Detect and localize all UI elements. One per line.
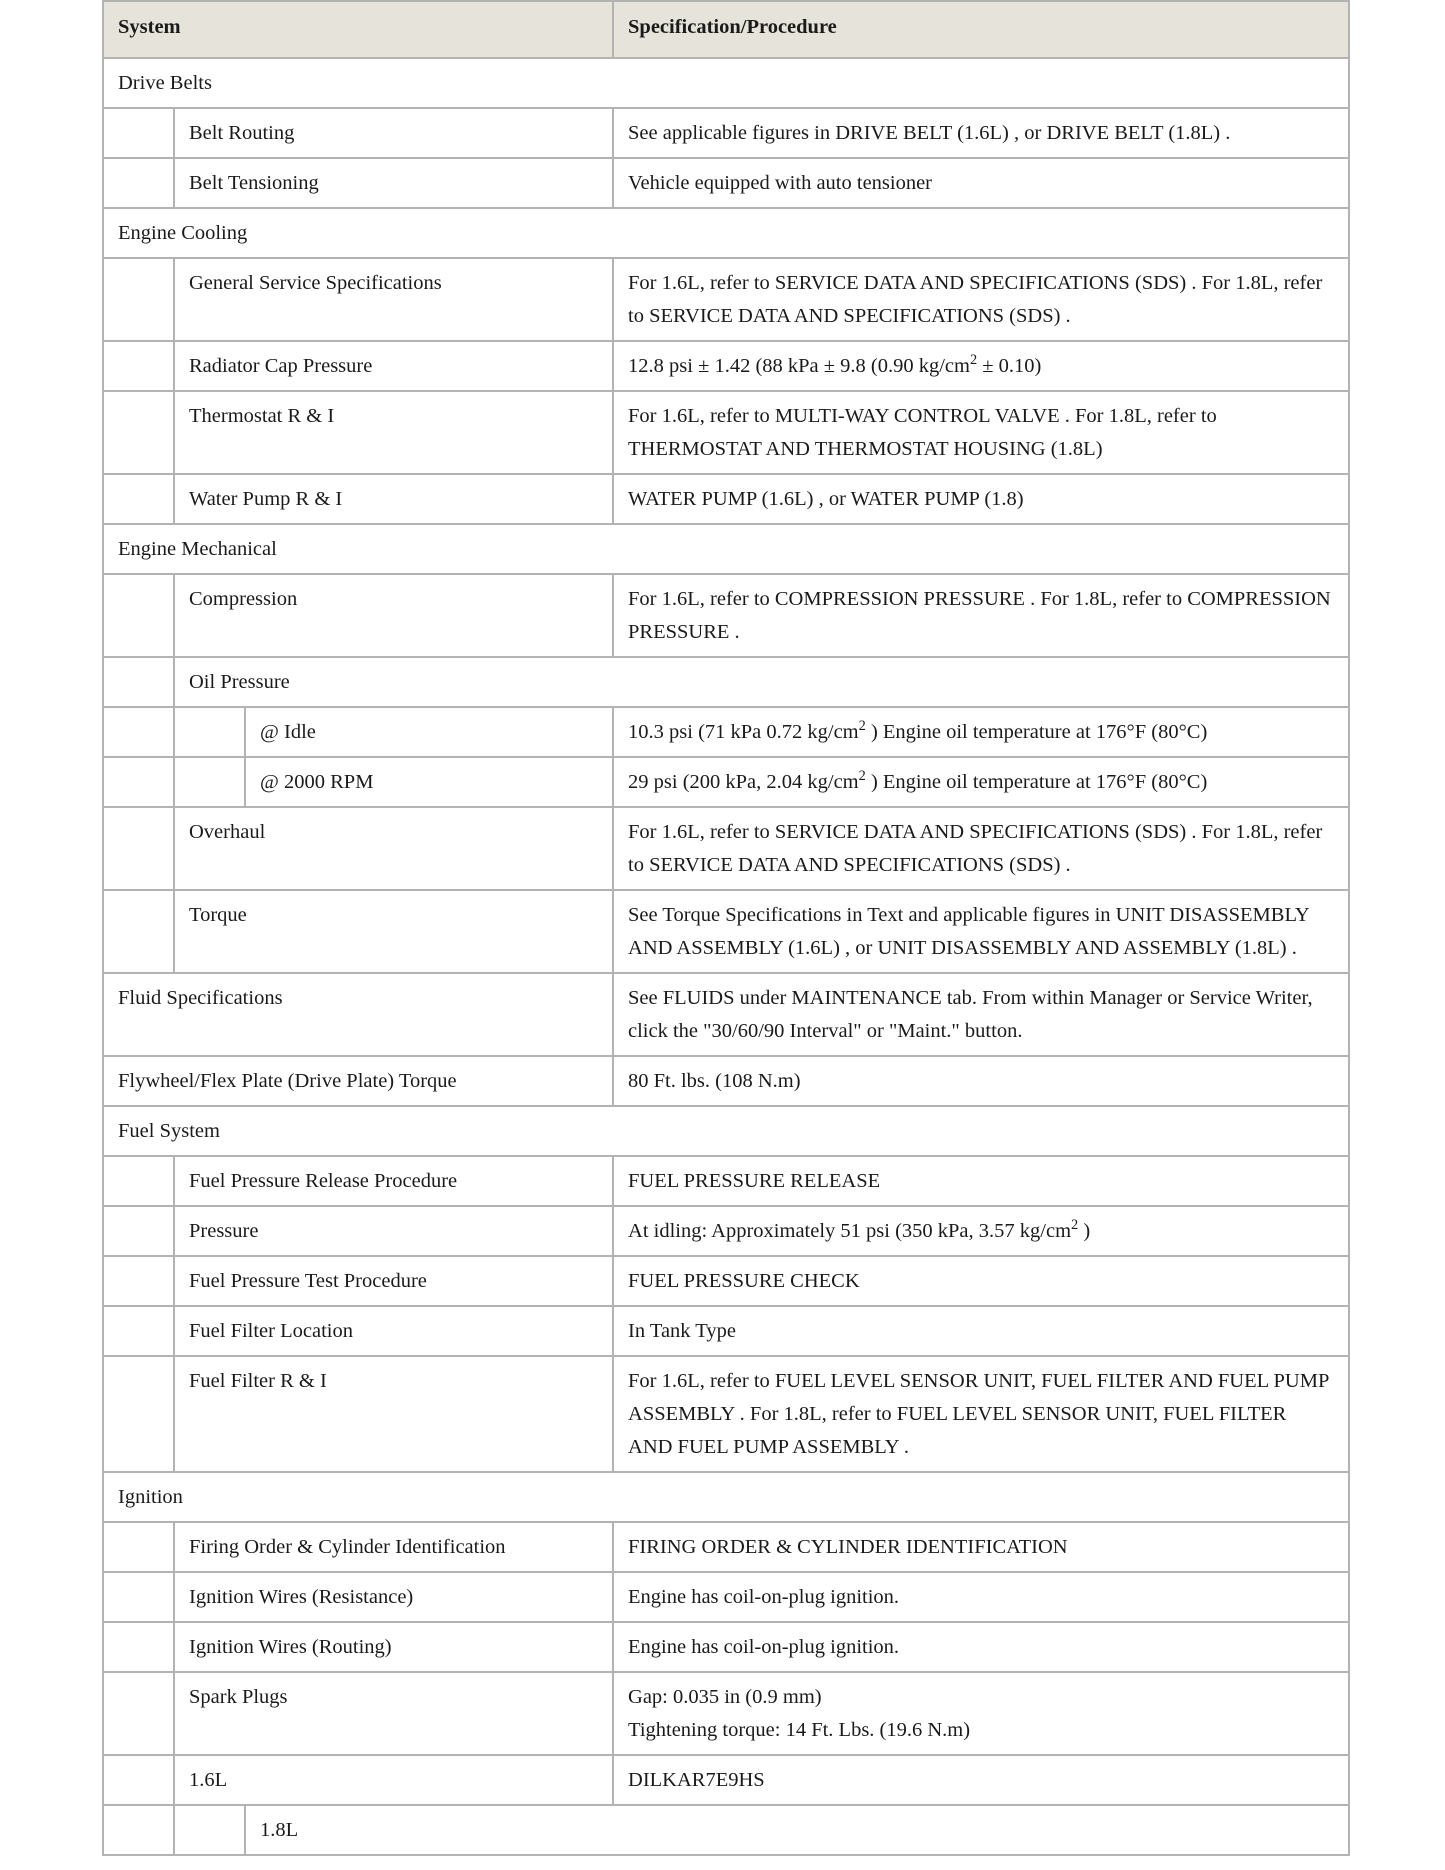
indent-cell bbox=[103, 757, 174, 807]
indent-cell bbox=[174, 757, 245, 807]
table-row bbox=[103, 1522, 1349, 1572]
table-row bbox=[103, 108, 1349, 158]
indent-cell bbox=[103, 108, 174, 158]
spec-value bbox=[613, 807, 1349, 890]
spec-text: Vehicle equipped with auto tensioner bbox=[628, 172, 933, 194]
table-row bbox=[103, 1356, 1349, 1472]
system-label: Ignition Wires (Resistance) bbox=[174, 1572, 613, 1622]
indent-cell bbox=[103, 657, 174, 707]
table-row bbox=[103, 1622, 1349, 1672]
indent-cell bbox=[103, 1572, 174, 1622]
table-row bbox=[103, 158, 1349, 208]
table-row bbox=[103, 474, 1349, 524]
table-row bbox=[103, 707, 1349, 757]
system-label: @ 2000 RPM bbox=[245, 757, 613, 807]
indent-cell bbox=[103, 1755, 174, 1805]
spec-text: FIRING ORDER & CYLINDER IDENTIFICATION bbox=[628, 1536, 1068, 1558]
indent-cell bbox=[103, 1306, 174, 1356]
spec-table bbox=[102, 0, 1350, 1856]
system-label: Fluid Specifications bbox=[103, 973, 613, 1056]
spec-text: Engine has coil-on-plug ignition. bbox=[628, 1636, 900, 1658]
spec-value bbox=[613, 258, 1349, 341]
superscript: 2 bbox=[858, 768, 866, 785]
spec-text: At idling: Approximately 51 psi (350 kPa, 3.57 kg/cm bbox=[628, 1220, 1072, 1242]
spec-value bbox=[613, 158, 1349, 208]
indent-cell bbox=[103, 1356, 174, 1472]
table-row bbox=[103, 258, 1349, 341]
spec-value bbox=[613, 1056, 1349, 1106]
spec-value bbox=[613, 574, 1349, 657]
spec-text: ) bbox=[1078, 1220, 1091, 1242]
table-row bbox=[103, 1256, 1349, 1306]
table-row bbox=[103, 657, 1349, 707]
spec-text: WATER PUMP (1.6L) , or WATER PUMP (1.8) bbox=[628, 488, 1024, 510]
spec-text: 12.8 psi ± 1.42 (88 kPa ± 9.8 (0.90 kg/cm bbox=[628, 355, 970, 377]
spec-value bbox=[613, 1306, 1349, 1356]
spec-value bbox=[613, 1522, 1349, 1572]
spec-text: In Tank Type bbox=[628, 1320, 736, 1342]
indent-cell bbox=[103, 1522, 174, 1572]
table-row bbox=[103, 208, 1349, 258]
system-label: Oil Pressure bbox=[174, 657, 1349, 707]
spec-body bbox=[103, 58, 1349, 1855]
spec-value bbox=[613, 973, 1349, 1056]
spec-line: Gap: 0.035 in (0.9 mm) bbox=[628, 1686, 822, 1708]
table-row bbox=[103, 890, 1349, 973]
system-label: Pressure bbox=[174, 1206, 613, 1256]
spec-line: Tightening torque: 14 Ft. Lbs. (19.6 N.m) bbox=[628, 1719, 971, 1741]
system-label: Belt Tensioning bbox=[174, 158, 613, 208]
indent-cell bbox=[103, 1805, 174, 1855]
system-label: Fuel Filter R & I bbox=[174, 1356, 613, 1472]
table-row bbox=[103, 1156, 1349, 1206]
indent-cell bbox=[103, 341, 174, 391]
system-label: Engine Mechanical bbox=[103, 524, 1349, 574]
indent-cell bbox=[103, 391, 174, 474]
table-row bbox=[103, 574, 1349, 657]
spec-value bbox=[613, 757, 1349, 807]
system-label: Fuel System bbox=[103, 1106, 1349, 1156]
spec-value bbox=[613, 391, 1349, 474]
superscript: 2 bbox=[1071, 1217, 1079, 1234]
header-spec: Specification/Procedure bbox=[613, 1, 1349, 58]
indent-cell bbox=[103, 890, 174, 973]
system-label: Drive Belts bbox=[103, 58, 1349, 108]
spec-value bbox=[613, 707, 1349, 757]
table-row bbox=[103, 757, 1349, 807]
system-label: Ignition bbox=[103, 1472, 1349, 1522]
system-label: Radiator Cap Pressure bbox=[174, 341, 613, 391]
indent-cell bbox=[103, 1672, 174, 1755]
spec-text: For 1.6L, refer to MULTI-WAY CONTROL VALVE . For 1.8L, refer to THERMOSTAT AND THERMOSTAT HOUSING (1.8L) bbox=[628, 405, 1217, 460]
system-label: Belt Routing bbox=[174, 108, 613, 158]
indent-cell bbox=[103, 707, 174, 757]
system-label: Engine Cooling bbox=[103, 208, 1349, 258]
table-row bbox=[103, 58, 1349, 108]
spec-value bbox=[613, 474, 1349, 524]
spec-text: FUEL PRESSURE RELEASE bbox=[628, 1170, 881, 1192]
header-system: System bbox=[103, 1, 613, 58]
spec-value bbox=[613, 1356, 1349, 1472]
system-label: Firing Order & Cylinder Identification bbox=[174, 1522, 613, 1572]
spec-value bbox=[613, 1256, 1349, 1306]
indent-cell bbox=[103, 807, 174, 890]
spec-text: See applicable figures in DRIVE BELT (1.6L) , or DRIVE BELT (1.8L) . bbox=[628, 122, 1231, 144]
system-label: Thermostat R & I bbox=[174, 391, 613, 474]
spec-text: For 1.6L, refer to FUEL LEVEL SENSOR UNIT, FUEL FILTER AND FUEL PUMP ASSEMBLY . For 1.8L, refer to FUEL LEVEL SENSOR UNIT, FUEL FILTER AND FUEL PUMP ASSEMBLY . bbox=[628, 1370, 1329, 1458]
spec-value bbox=[613, 108, 1349, 158]
system-label: Fuel Pressure Test Procedure bbox=[174, 1256, 613, 1306]
spec-text: See Torque Specifications in Text and applicable figures in UNIT DISASSEMBLY AND ASSEMBLY (1.6L) , or UNIT DISASSEMBLY AND ASSEMBLY (1.8L) . bbox=[628, 904, 1309, 959]
table-row bbox=[103, 1472, 1349, 1522]
indent-cell bbox=[103, 1256, 174, 1306]
system-label: 1.8L bbox=[245, 1805, 1349, 1855]
system-label: Fuel Pressure Release Procedure bbox=[174, 1156, 613, 1206]
spec-value bbox=[613, 1206, 1349, 1256]
table-row bbox=[103, 1056, 1349, 1106]
system-label: Ignition Wires (Routing) bbox=[174, 1622, 613, 1672]
system-label: Torque bbox=[174, 890, 613, 973]
spec-value bbox=[613, 1672, 1349, 1755]
spec-text: DILKAR7E9HS bbox=[628, 1769, 765, 1791]
table-row bbox=[103, 1805, 1349, 1855]
system-label: General Service Specifications bbox=[174, 258, 613, 341]
indent-cell bbox=[103, 1622, 174, 1672]
spec-text: ) Engine oil temperature at 176°F (80°C) bbox=[865, 721, 1208, 743]
table-row bbox=[103, 973, 1349, 1056]
spec-text: FUEL PRESSURE CHECK bbox=[628, 1270, 860, 1292]
table-header-row bbox=[103, 1, 1349, 58]
system-label: @ Idle bbox=[245, 707, 613, 757]
table-row bbox=[103, 1206, 1349, 1256]
spec-text: For 1.6L, refer to SERVICE DATA AND SPECIFICATIONS (SDS) . For 1.8L, refer to SERVICE DATA AND SPECIFICATIONS (SDS) . bbox=[628, 821, 1323, 876]
spec-text: 10.3 psi (71 kPa 0.72 kg/cm bbox=[628, 721, 859, 743]
spec-text: 29 psi (200 kPa, 2.04 kg/cm bbox=[628, 771, 859, 793]
spec-text: For 1.6L, refer to COMPRESSION PRESSURE . For 1.8L, refer to COMPRESSION PRESSURE . bbox=[628, 588, 1331, 643]
spec-value bbox=[613, 1622, 1349, 1672]
superscript: 2 bbox=[858, 718, 866, 735]
spec-text: See FLUIDS under MAINTENANCE tab. From within Manager or Service Writer, click the "30/60/90 Interval" or "Maint." button. bbox=[628, 987, 1313, 1042]
indent-cell bbox=[103, 474, 174, 524]
table-row bbox=[103, 807, 1349, 890]
spec-value bbox=[613, 1572, 1349, 1622]
table-row bbox=[103, 1106, 1349, 1156]
indent-cell bbox=[103, 158, 174, 208]
system-label: 1.6L bbox=[174, 1755, 613, 1805]
table-row bbox=[103, 1672, 1349, 1755]
spec-value bbox=[613, 341, 1349, 391]
indent-cell bbox=[103, 1156, 174, 1206]
spec-value bbox=[613, 1755, 1349, 1805]
indent-cell bbox=[174, 1805, 245, 1855]
indent-cell bbox=[103, 1206, 174, 1256]
indent-cell bbox=[103, 258, 174, 341]
spec-text: ± 0.10) bbox=[977, 355, 1042, 377]
table-row bbox=[103, 341, 1349, 391]
spec-value bbox=[613, 1156, 1349, 1206]
spec-value bbox=[613, 890, 1349, 973]
system-label: Spark Plugs bbox=[174, 1672, 613, 1755]
system-label: Water Pump R & I bbox=[174, 474, 613, 524]
superscript: 2 bbox=[969, 352, 978, 369]
system-label: Overhaul bbox=[174, 807, 613, 890]
table-row bbox=[103, 1572, 1349, 1622]
spec-text: For 1.6L, refer to SERVICE DATA AND SPECIFICATIONS (SDS) . For 1.8L, refer to SERVICE DATA AND SPECIFICATIONS (SDS) . bbox=[628, 272, 1323, 327]
system-label: Compression bbox=[174, 574, 613, 657]
spec-text: Engine has coil-on-plug ignition. bbox=[628, 1586, 900, 1608]
system-label: Fuel Filter Location bbox=[174, 1306, 613, 1356]
spec-text: ) Engine oil temperature at 176°F (80°C) bbox=[865, 771, 1208, 793]
spec-text: 80 Ft. lbs. (108 N.m) bbox=[628, 1070, 801, 1092]
system-label: Flywheel/Flex Plate (Drive Plate) Torque bbox=[103, 1056, 613, 1106]
indent-cell bbox=[103, 574, 174, 657]
indent-cell bbox=[174, 707, 245, 757]
table-row bbox=[103, 524, 1349, 574]
table-row bbox=[103, 391, 1349, 474]
table-row bbox=[103, 1755, 1349, 1805]
table-row bbox=[103, 1306, 1349, 1356]
